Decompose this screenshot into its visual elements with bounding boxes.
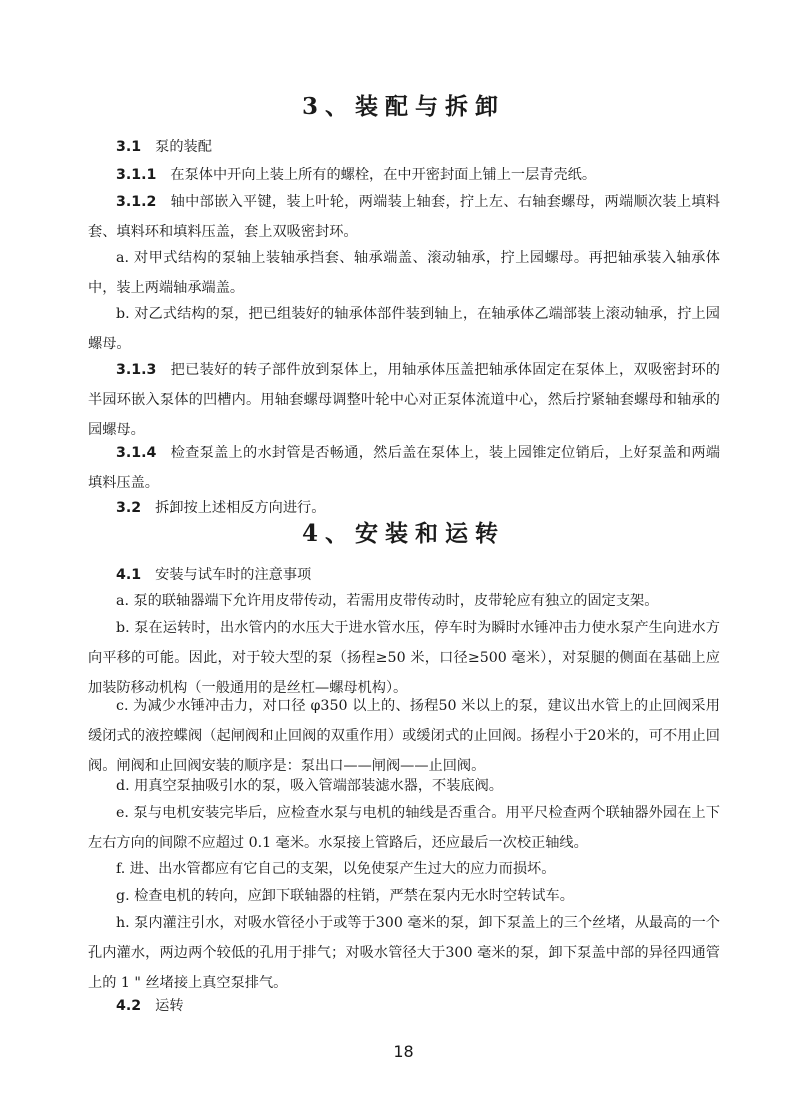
section-number: 3.2: [116, 500, 142, 516]
section-text: 在泵体中开向上装上所有的螺栓，在中开密封面上铺上一层青壳纸。: [170, 167, 597, 183]
section-3-title: 3、装配与拆卸: [301, 93, 505, 120]
section-3-1-1: [88, 160, 720, 190]
section-3-1-4: [88, 438, 720, 498]
section-4-1-d: d. 用真空泵抽吸引水的泵，吸入管端部装滤水器，不装底阀。: [116, 778, 503, 794]
section-text: 把已装好的转子部件放到泵体上，用轴承体压盖把轴承体固定在泵体上，双吸密封环的半园环嵌入泵体的凹槽内。用轴套螺母调整叶轮中心对正泵体流道中心，然后拧紧轴套螺母和轴承的园螺母。: [88, 362, 720, 438]
section-4-1-e: e. 泵与电机安装完毕后，应检查水泵与电机的轴线是否重合。用平尺检查两个联轴器外园在上下左右方向的间隙不应超过 0.1 毫米。水泵接上管路后，还应最后一次校正轴线。: [88, 805, 720, 851]
section-3-1-2: [88, 187, 720, 247]
section-number: 3.1.1: [116, 167, 157, 183]
section-text: 轴中部嵌入平键，装上叶轮，两端装上轴套，拧上左、右轴套螺母，两端顺次装上填料套、填料环和填料压盖，套上双吸密封环。: [88, 194, 720, 240]
section-number: 3.1.3: [116, 362, 157, 378]
section-text: 拆卸按上述相反方向进行。: [155, 500, 326, 516]
section-4-1-h: h. 泵内灌注引水，对吸水管径小于或等于300 毫米的泵，卸下泵盖上的三个丝堵，从最高的一个孔内灌水，两边两个较低的孔用于排气；对吸水管径大于300 毫米的泵，卸下泵盖中部的异径四通管上的 1 " 丝堵接上真空泵排气。: [88, 915, 720, 991]
section-4-1-g: g. 检查电机的转向，应卸下联轴器的柱销，严禁在泵内无水时空转试车。: [116, 888, 574, 904]
section-number: 3.1.2: [116, 194, 157, 210]
section-4-1-c: c. 为减少水锤冲击力，对口径 φ350 以上的、扬程50 米以上的泵，建议出水管上的止回阀采用缓闭式的液控蝶阀（起闸阀和止回阀的双重作用）或缓闭式的止回阀。扬程小于20米的，可不用止回阀。闸阀和止回阀安装的顺序是：泵出口——闸阀——止回阀。: [88, 698, 720, 774]
section-number: 4.2: [116, 998, 142, 1014]
section-4-1-b: b. 泵在运转时，出水管内的水压大于进水管水压，停车时为瞬时水锤冲击力使水泵产生向进水方向平移的可能。因此，对于较大型的泵（扬程≥50 米，口径≥500 毫米），对泵腿的侧面在基础上应加装防移动机构（一般通用的是丝杠—螺母机构）。: [88, 620, 720, 696]
page-number: 18: [393, 1042, 414, 1061]
section-text: 检查泵盖上的水封管是否畅通，然后盖在泵体上，装上园锥定位销后，上好泵盖和两端填料压盖。: [88, 445, 720, 491]
section-text: 泵的装配: [155, 139, 212, 155]
section-3-1-3: [88, 355, 720, 445]
section-number: 3.1.4: [116, 445, 157, 461]
section-3-1: [88, 132, 720, 162]
section-text: 运转: [155, 998, 184, 1014]
section-text: 安装与试车时的注意事项: [155, 567, 312, 583]
section-4-2: [88, 991, 720, 1021]
section-4-title: 4、安装和运转: [301, 520, 505, 547]
section-3-1-2-a: a. 对甲式结构的泵轴上装轴承挡套、轴承端盖、滚动轴承，拧上园螺母。再把轴承装入轴承体中，装上两端轴承端盖。: [88, 250, 720, 296]
section-4-1-a: a. 泵的联轴器端下允许用皮带传动，若需用皮带传动时，皮带轮应有独立的固定支架。: [116, 593, 659, 609]
section-number: 3.1: [116, 139, 142, 155]
section-4-1-f: f. 进、出水管都应有它自己的支架，以免使泵产生过大的应力而损坏。: [116, 861, 556, 877]
section-number: 4.1: [116, 567, 142, 583]
section-3-1-2-b: b. 对乙式结构的泵，把已组装好的轴承体部件装到轴上，在轴承体乙端部装上滚动轴承，拧上园螺母。: [88, 306, 720, 352]
